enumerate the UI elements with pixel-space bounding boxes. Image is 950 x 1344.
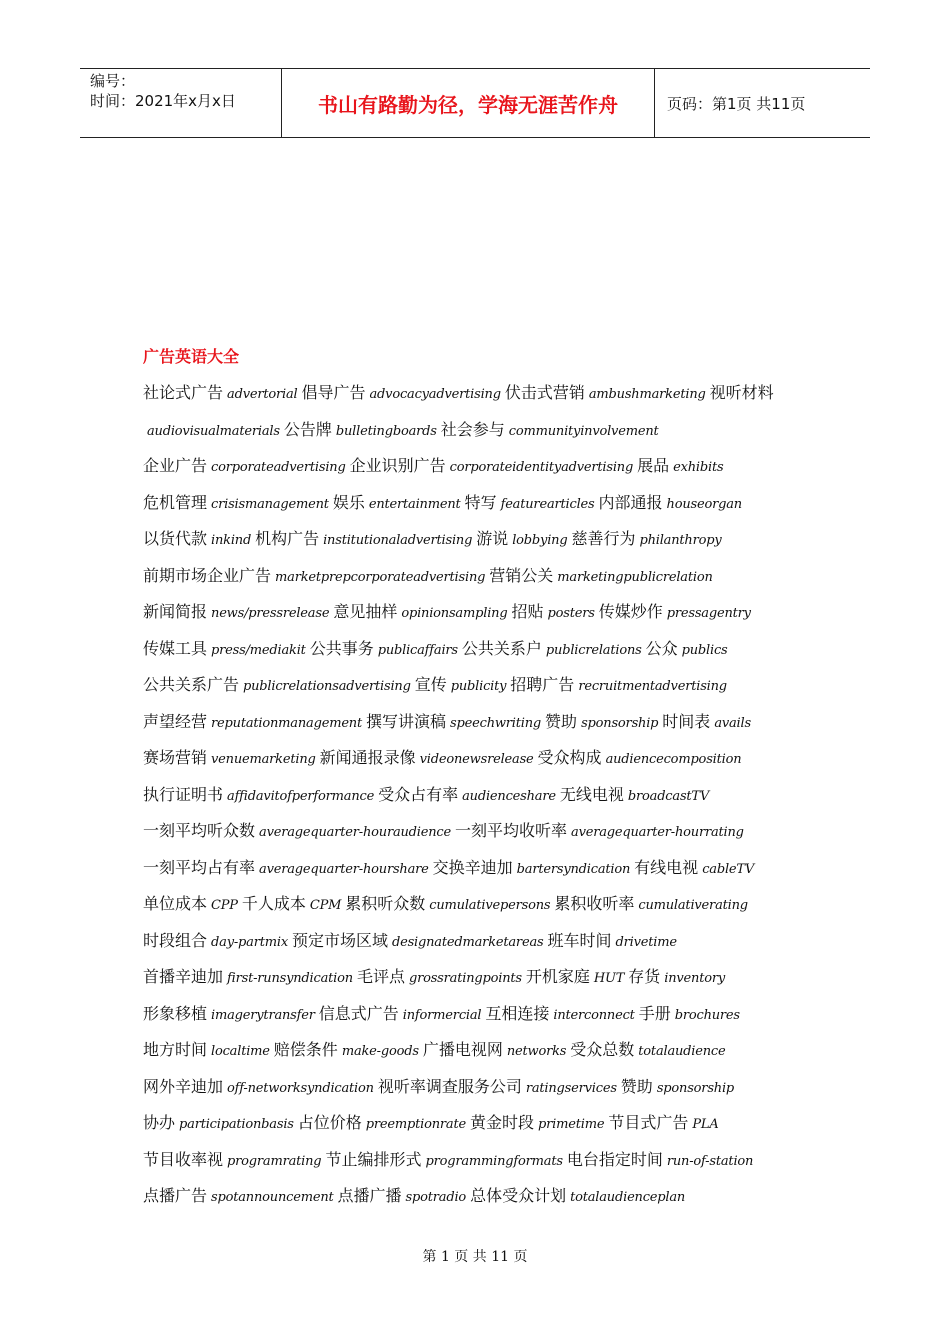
term-chinese: 传媒工具 — [143, 638, 208, 658]
term-chinese: 赞助 — [620, 1076, 653, 1096]
term-english: advertorial — [227, 387, 298, 402]
term-english: CPM — [309, 898, 342, 913]
header-right-cell — [655, 69, 870, 137]
term-chinese: 展品 — [637, 456, 670, 475]
term-chinese: 新闻通报录像 — [319, 748, 416, 767]
term-english: publicrelations — [545, 642, 642, 658]
term-chinese: 总体受众计划 — [470, 1186, 567, 1205]
term-chinese: 社论式广告 — [143, 383, 224, 402]
term-english: inventory — [664, 971, 726, 986]
term-chinese: 宣传 — [414, 675, 447, 694]
term-english: spotannouncement — [211, 1190, 334, 1205]
term-english: imagerytransfer — [211, 1007, 315, 1023]
glossary-line — [143, 856, 833, 893]
term-english: inkind — [211, 533, 252, 548]
glossary-line — [143, 892, 833, 929]
term-english: informercial — [402, 1007, 482, 1023]
term-chinese: 地方时间 — [143, 1040, 208, 1059]
term-chinese: 慈善行为 — [571, 529, 636, 548]
term-english: PLA — [692, 1117, 719, 1132]
term-english: localtime — [211, 1044, 270, 1059]
term-chinese: 公共关系户 — [461, 638, 542, 658]
term-chinese: 占位价格 — [297, 1113, 362, 1132]
header-motto-cell — [282, 69, 655, 137]
term-english: audiencecomposition — [605, 752, 742, 767]
term-chinese: 一刻平均占有率 — [143, 857, 256, 877]
term-chinese: 企业广告 — [143, 456, 208, 475]
glossary-line — [143, 746, 833, 783]
term-english: run-of-station — [666, 1153, 754, 1169]
glossary-line — [143, 1184, 833, 1221]
term-english: posters — [547, 606, 595, 621]
term-chinese: 受众构成 — [537, 748, 602, 767]
term-chinese: 营销公关 — [489, 565, 554, 585]
term-english: day-partmix — [211, 934, 288, 950]
term-english: broadcastTV — [627, 788, 710, 804]
term-english: interconnect — [553, 1007, 635, 1023]
term-english: publicaffairs — [377, 642, 458, 658]
term-chinese: 招聘广告 — [510, 675, 575, 694]
term-chinese: 有线电视 — [634, 857, 699, 877]
term-english: press/mediakit — [211, 642, 306, 658]
term-english: spotradio — [405, 1190, 467, 1205]
header-left-cell — [80, 69, 282, 137]
term-chinese: 无线电视 — [559, 784, 624, 804]
term-chinese: 公告牌 — [283, 419, 332, 439]
term-chinese: 内部通报 — [598, 492, 663, 512]
term-chinese: 开机家庭 — [525, 967, 590, 986]
term-chinese: 特写 — [464, 492, 497, 512]
term-chinese: 赔偿条件 — [273, 1040, 338, 1059]
term-chinese: 手册 — [638, 1003, 671, 1023]
term-english: marketingpublicrelation — [557, 569, 713, 585]
term-chinese: 公共关系广告 — [143, 675, 240, 694]
term-chinese: 公共事务 — [309, 638, 374, 658]
term-english: cumulativerating — [638, 898, 748, 913]
term-english: communityinvolvement — [508, 423, 659, 439]
term-english: drivetime — [615, 934, 677, 950]
term-english: programmingformats — [425, 1153, 563, 1169]
term-english: networks — [506, 1044, 567, 1059]
term-chinese: 新闻简报 — [143, 602, 208, 621]
term-english: institutionaladvertising — [323, 533, 473, 548]
term-english: totalaudience — [638, 1044, 726, 1059]
term-chinese: 存货 — [628, 967, 661, 986]
term-english: grossratingpoints — [408, 971, 522, 986]
glossary-line — [143, 454, 833, 491]
term-english: bartersyndication — [516, 861, 631, 877]
term-english: make-goods — [341, 1044, 419, 1059]
term-english: entertainment — [368, 496, 461, 512]
term-chinese: 预定市场区域 — [291, 930, 388, 950]
term-chinese: 一刻平均收听率 — [455, 821, 568, 840]
term-english: speechwriting — [450, 715, 542, 731]
term-chinese: 累积听众数 — [345, 894, 426, 913]
term-chinese: 电台指定时间 — [566, 1149, 663, 1169]
term-chinese: 赛场营销 — [143, 748, 208, 767]
page-header — [80, 68, 870, 138]
term-chinese: 点播广告 — [143, 1186, 208, 1205]
glossary-line — [143, 1002, 833, 1039]
term-english: philanthropy — [639, 533, 722, 548]
term-chinese: 视听材料 — [709, 383, 774, 402]
term-chinese: 毛评点 — [356, 967, 405, 986]
term-chinese: 单位成本 — [143, 894, 208, 913]
term-chinese: 协办 — [143, 1113, 176, 1132]
term-english: affidavitofperformance — [227, 788, 375, 804]
term-english: primetime — [538, 1117, 605, 1132]
term-english: reputationmanagement — [211, 715, 363, 731]
glossary-line — [143, 564, 833, 601]
document-body — [143, 345, 833, 1221]
page-label: 页码：第1页 共11页 — [667, 94, 806, 113]
glossary-line — [143, 637, 833, 674]
term-english: cumulativepersons — [429, 898, 551, 913]
term-english: CPP — [211, 898, 238, 913]
term-english: averagequarter-houraudience — [259, 825, 451, 840]
term-chinese: 交换辛迪加 — [432, 857, 513, 877]
term-english: news/pressrelease — [211, 606, 330, 621]
term-english: totalaudienceplan — [570, 1190, 686, 1205]
term-english: cableTV — [702, 861, 755, 877]
term-english: corporateidentityadvertising — [449, 460, 634, 475]
term-english: crisismanagement — [211, 496, 329, 512]
term-english: corporateadvertising — [211, 460, 346, 475]
document-title: 广告英语大全 — [143, 347, 240, 366]
term-english: avails — [714, 715, 751, 731]
term-chinese: 首播辛迪加 — [143, 967, 224, 986]
term-english: recruitmentadvertising — [578, 679, 727, 694]
term-chinese: 网外辛迪加 — [143, 1076, 224, 1096]
glossary-line — [143, 1075, 833, 1112]
term-chinese: 形象移植 — [143, 1003, 208, 1023]
term-chinese: 受众占有率 — [378, 784, 459, 804]
term-chinese: 执行证明书 — [143, 784, 224, 804]
glossary-line — [143, 819, 833, 856]
term-chinese: 节止编排形式 — [325, 1149, 422, 1169]
glossary-line — [143, 381, 833, 418]
term-english: audiovisualmaterials — [147, 423, 280, 439]
term-chinese: 声望经营 — [143, 711, 208, 731]
term-english: publicrelationsadvertising — [243, 679, 411, 694]
term-english: publicity — [450, 679, 507, 694]
term-english: preemptionrate — [365, 1117, 467, 1132]
term-english: sponsorship — [581, 715, 659, 731]
term-english: exhibits — [673, 460, 724, 475]
term-chinese: 机构广告 — [255, 529, 320, 548]
term-english: brochures — [674, 1007, 740, 1023]
term-english: sponsorship — [656, 1080, 735, 1096]
term-chinese: 时段组合 — [143, 930, 208, 950]
term-chinese: 企业识别广告 — [349, 456, 446, 475]
term-chinese: 以货代款 — [143, 529, 208, 548]
term-chinese: 累积收听率 — [554, 894, 635, 913]
term-english: pressagentry — [666, 606, 751, 621]
glossary-line — [143, 1038, 833, 1075]
term-chinese: 招贴 — [511, 602, 544, 621]
term-english: opinionsampling — [401, 606, 508, 621]
term-english: programrating — [227, 1153, 322, 1169]
term-chinese: 黄金时段 — [470, 1113, 535, 1132]
term-english: HUT — [593, 971, 625, 986]
glossary-line — [143, 1148, 833, 1185]
term-english: first-runsyndication — [227, 971, 353, 986]
term-chinese: 倡导广告 — [301, 383, 366, 402]
glossary-line — [143, 418, 833, 455]
term-chinese: 节目收率视 — [143, 1149, 224, 1169]
term-chinese: 传媒炒作 — [598, 602, 663, 621]
term-chinese: 信息式广告 — [318, 1003, 399, 1023]
term-chinese: 视听率调查服务公司 — [377, 1076, 522, 1096]
term-chinese: 班车时间 — [547, 930, 612, 950]
term-chinese: 前期市场企业广告 — [143, 565, 272, 585]
term-english: audienceshare — [462, 788, 556, 804]
term-english: advocacyadvertising — [369, 387, 501, 402]
glossary-line — [143, 600, 833, 637]
glossary-line — [143, 673, 833, 710]
term-chinese: 时间表 — [662, 711, 711, 731]
term-english: venuemarketing — [211, 752, 316, 767]
term-chinese: 伏击式营销 — [504, 383, 585, 402]
term-english: averagequarter-hourshare — [259, 861, 429, 877]
term-chinese: 广播电视网 — [422, 1040, 503, 1059]
term-english: publics — [681, 642, 728, 658]
term-chinese: 娱乐 — [332, 492, 365, 512]
term-chinese: 节目式广告 — [608, 1113, 689, 1132]
term-english: marketprepcorporateadvertising — [275, 569, 486, 585]
term-chinese: 点播广播 — [337, 1186, 402, 1205]
term-english: participationbasis — [179, 1117, 294, 1132]
term-chinese: 千人成本 — [241, 894, 306, 913]
term-chinese: 赞助 — [545, 711, 578, 731]
motto-text: 书山有路勤为径，学海无涯苦作舟 — [318, 92, 618, 117]
glossary-line — [143, 783, 833, 820]
term-english: videonewsrelease — [419, 752, 534, 767]
glossary-line — [143, 929, 833, 966]
glossary-line — [143, 527, 833, 564]
term-english: ratingservices — [525, 1080, 617, 1096]
term-english: averagequarter-hourrating — [571, 825, 744, 840]
term-english: bulletingboards — [335, 423, 437, 439]
term-chinese: 游说 — [476, 529, 509, 548]
term-chinese: 意见抽样 — [333, 602, 398, 621]
glossary-line — [143, 710, 833, 747]
date-label: 时间：2021年x月x日 — [90, 92, 236, 110]
glossary-line — [143, 491, 833, 528]
term-chinese: 一刻平均听众数 — [143, 821, 256, 840]
term-chinese: 互相连接 — [485, 1003, 550, 1023]
page-footer: 第 1 页 共 11 页 — [422, 1249, 528, 1265]
glossary-line — [143, 965, 833, 1002]
term-english: houseorgan — [666, 496, 742, 512]
term-english: ambushmarketing — [588, 387, 706, 402]
term-english: lobbying — [512, 533, 568, 548]
glossary-line — [143, 1111, 833, 1148]
term-chinese: 公众 — [645, 638, 678, 658]
term-chinese: 社会参与 — [440, 419, 505, 439]
term-english: designatedmarketareas — [391, 934, 544, 950]
number-label: 编号： — [90, 72, 136, 90]
term-english: off-networksyndication — [227, 1080, 374, 1096]
term-chinese: 受众总数 — [570, 1040, 635, 1059]
term-chinese: 撰写讲演稿 — [366, 711, 447, 731]
term-chinese: 危机管理 — [143, 492, 208, 512]
term-english: featurearticles — [500, 496, 595, 512]
glossary-lines — [143, 381, 833, 1221]
